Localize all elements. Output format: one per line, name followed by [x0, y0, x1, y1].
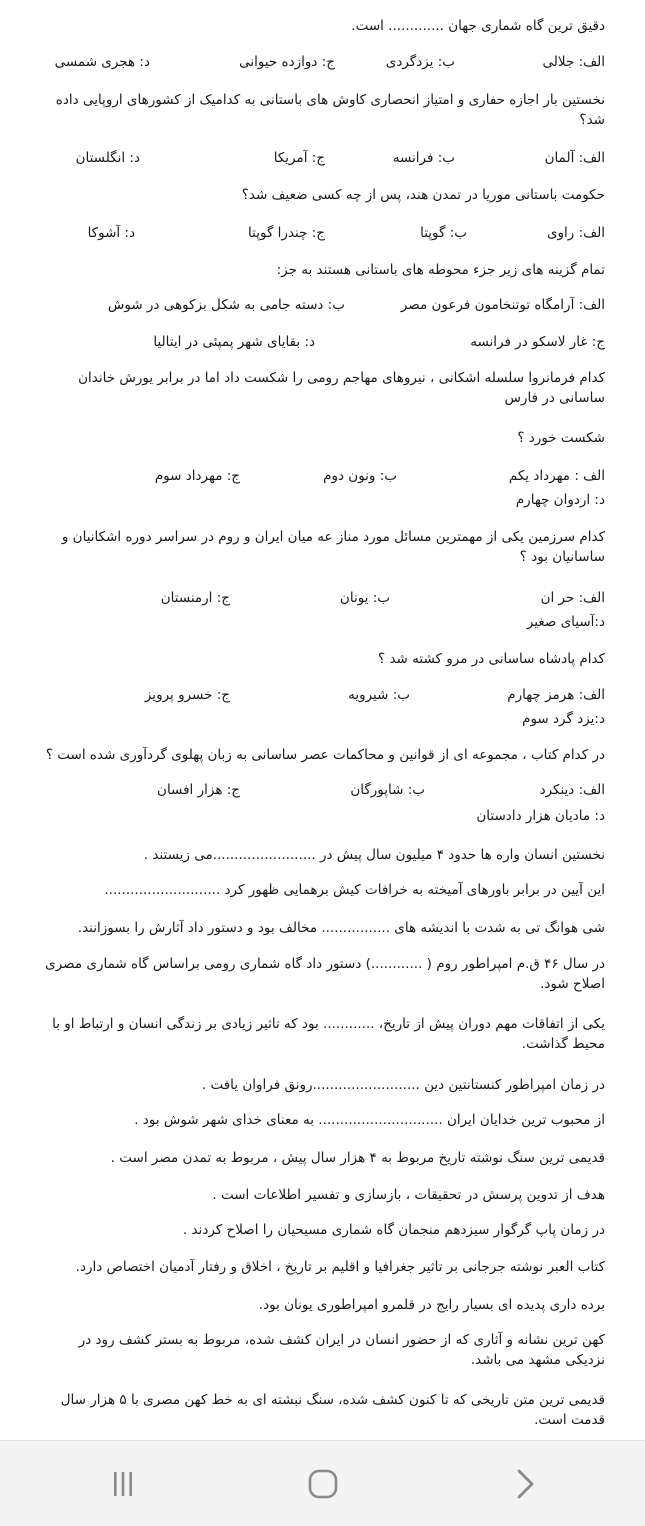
statement: نخستین انسان واره ها حدود ۴ میلیون سال پیش در ........................می زیستند . [143, 847, 605, 863]
q6-option-d: د:آسیای صغیر [526, 614, 605, 630]
q7-option-c: ج: خسرو پرویز [144, 687, 230, 703]
q4-stem: تمام گزینه های زیر جزء محوطه های باستانی هستند به جز: [276, 262, 605, 278]
q4-option-a: الف: آرامگاه توتنخامون فرعون مصر [400, 297, 605, 313]
statement: در سال ۴۶ ق.م امپراطور روم ( ............) دستور داد گاه شماری رومی براساس گاه شماری مصری اصلاح شود. [45, 956, 605, 992]
q3-option-c: ج: چندرا گوپتا [248, 225, 325, 241]
q3-stem: حکومت باستانی موریا در تمدن هند، پس از چه کسی ضعیف شد؟ [241, 187, 605, 203]
statement: قدیمی ترین سنگ نوشته تاریخ مربوط به ۴ هزار سال پیش ، مربوط به تمدن مصر است . [110, 1150, 605, 1166]
q5-option-b: ب: ونون دوم [323, 468, 397, 484]
q1-stem: دقیق ترین گاه شماری جهان ............. است. [351, 18, 605, 34]
back-button[interactable] [470, 1441, 580, 1526]
back-chevron-icon [510, 1467, 540, 1501]
statement: در زمان امپراطور کنستانتین دین .........................رونق فراوان یافت . [201, 1077, 605, 1093]
q2-option-b: ب: فرانسه [392, 150, 455, 166]
q4-option-c: ج: غار لاسکو در فرانسه [470, 334, 605, 350]
recents-button[interactable] [68, 1441, 178, 1526]
q1-option-d: د: هجری شمسی [54, 54, 150, 70]
q2-option-d: د: انگلستان [75, 150, 140, 166]
q1-option-c: ج: دوازده حیوانی [239, 54, 335, 70]
q5-option-d: د: اردوان چهارم [515, 492, 605, 508]
q5-option-a: الف : مهرداد یکم [508, 468, 605, 484]
q7-stem: کدام پادشاه ساسانی در مرو کشته شد ؟ [378, 651, 605, 667]
statement: کتاب العبر نوشته جرجانی بر تاثیر جغرافیا و اقلیم بر تاریخ ، اخلاق و رفتار آدمیان اختصاص دارد. [75, 1259, 605, 1275]
q8-option-b: ب: شاپورگان [350, 782, 425, 798]
q4-option-b: ب: دسته جامی به شکل بزکوهی در شوش [107, 297, 345, 313]
statement: از محبوب ترین خدایان ایران ............................. به معنای خدای شهر شوش بود . [134, 1112, 605, 1128]
q5-option-c: ج: مهرداد سوم [154, 468, 240, 484]
q2-stem: نخستین بار اجازه حفاری و امتیاز انحصاری کاوش های باستانی به کدامیک از کشورهای اروپایی داده شد؟ [55, 92, 605, 128]
q6-stem: کدام سرزمین یکی از مهمترین مسائل مورد مناز عه میان ایران و روم در سراسر دوره اشکانیان و ساسانیان بود ؟ [61, 529, 605, 565]
statement: برده داری پدیده ای بسیار رایج در قلمرو امپراطوری یونان بود. [258, 1297, 605, 1313]
q6-option-a: الف: حر ان [540, 590, 605, 606]
statement: این آیین در برابر باورهای آمیخته به خرافات کیش برهمایی ظهور کرد ........................... [104, 882, 605, 898]
q3-option-b: ب: گوپتا [420, 225, 467, 241]
q7-option-d: د:یزد گرد سوم [522, 711, 605, 727]
q5-stem-continued: شکست خورد ؟ [517, 430, 605, 446]
q1-option-a: الف: جلالی [542, 54, 605, 70]
q8-option-c: ج: هزار افسان [157, 782, 240, 798]
recents-icon [108, 1469, 138, 1499]
statement: یکی از اتفاقات مهم دوران پیش از تاریخ، ............ بود که تاثیر زیادی بر زندگی انسان و ارتباط او با محیط گذاشت. [52, 1016, 605, 1052]
home-icon [306, 1467, 340, 1501]
q2-option-a: الف: آلمان [544, 150, 605, 166]
system-navigation-bar [0, 1440, 645, 1526]
q6-option-b: ب: یونان [339, 590, 390, 606]
q4-option-d: د: بقایای شهر پمپئی در ایتالیا [153, 334, 315, 350]
q8-option-a: الف: دینکرد [539, 782, 605, 798]
statement: قدیمی ترین متن تاریخی که تا کنون کشف شده، سنگ نبشته ای به خط کهن مصری با ۵ هزار سال قدمت است. [60, 1392, 605, 1428]
q7-option-a: الف: هرمز چهارم [507, 687, 605, 703]
q2-option-c: ج: آمریکا [273, 150, 325, 166]
home-button[interactable] [268, 1441, 378, 1526]
statement: کهن ترین نشانه و آثاری که از حضور انسان در ایران کشف شده، مربوط به بستر کشف رود در نزدیکی مشهد می باشد. [78, 1332, 605, 1368]
statement: هدف از تدوین پرسش در تحقیقات ، بازسازی و تفسیر اطلاعات است . [212, 1187, 605, 1203]
q7-option-b: ب: شیرویه [348, 687, 410, 703]
q3-option-a: الف: راوی [546, 225, 605, 241]
statement: شی هوانگ تی به شدت با اندیشه های ................ مخالف بود و دستور داد آثارش را بسوزانند. [77, 920, 605, 936]
statement: در زمان پاپ گرگوار سیزدهم منجمان گاه شماری مسیحیان را اصلاح کردند . [182, 1222, 605, 1238]
q6-option-c: ج: ارمنستان [160, 590, 230, 606]
q3-option-d: د: آشوکا [87, 225, 135, 241]
q1-option-b: ب: یزدگردی [385, 54, 455, 70]
q5-stem: کدام فرمانروا سلسله اشکانی ، نیروهای مهاجم رومی را شکست داد اما در برابر یورش خاندان ساسانی در فارس [78, 370, 605, 406]
q8-stem: در کدام کتاب ، مجموعه ای از قوانین و محاکمات عصر ساسانی به زبان پهلوی گردآوری شده است ؟ [45, 747, 605, 763]
q8-option-d: د: مادیان هزار دادستان [476, 808, 605, 824]
